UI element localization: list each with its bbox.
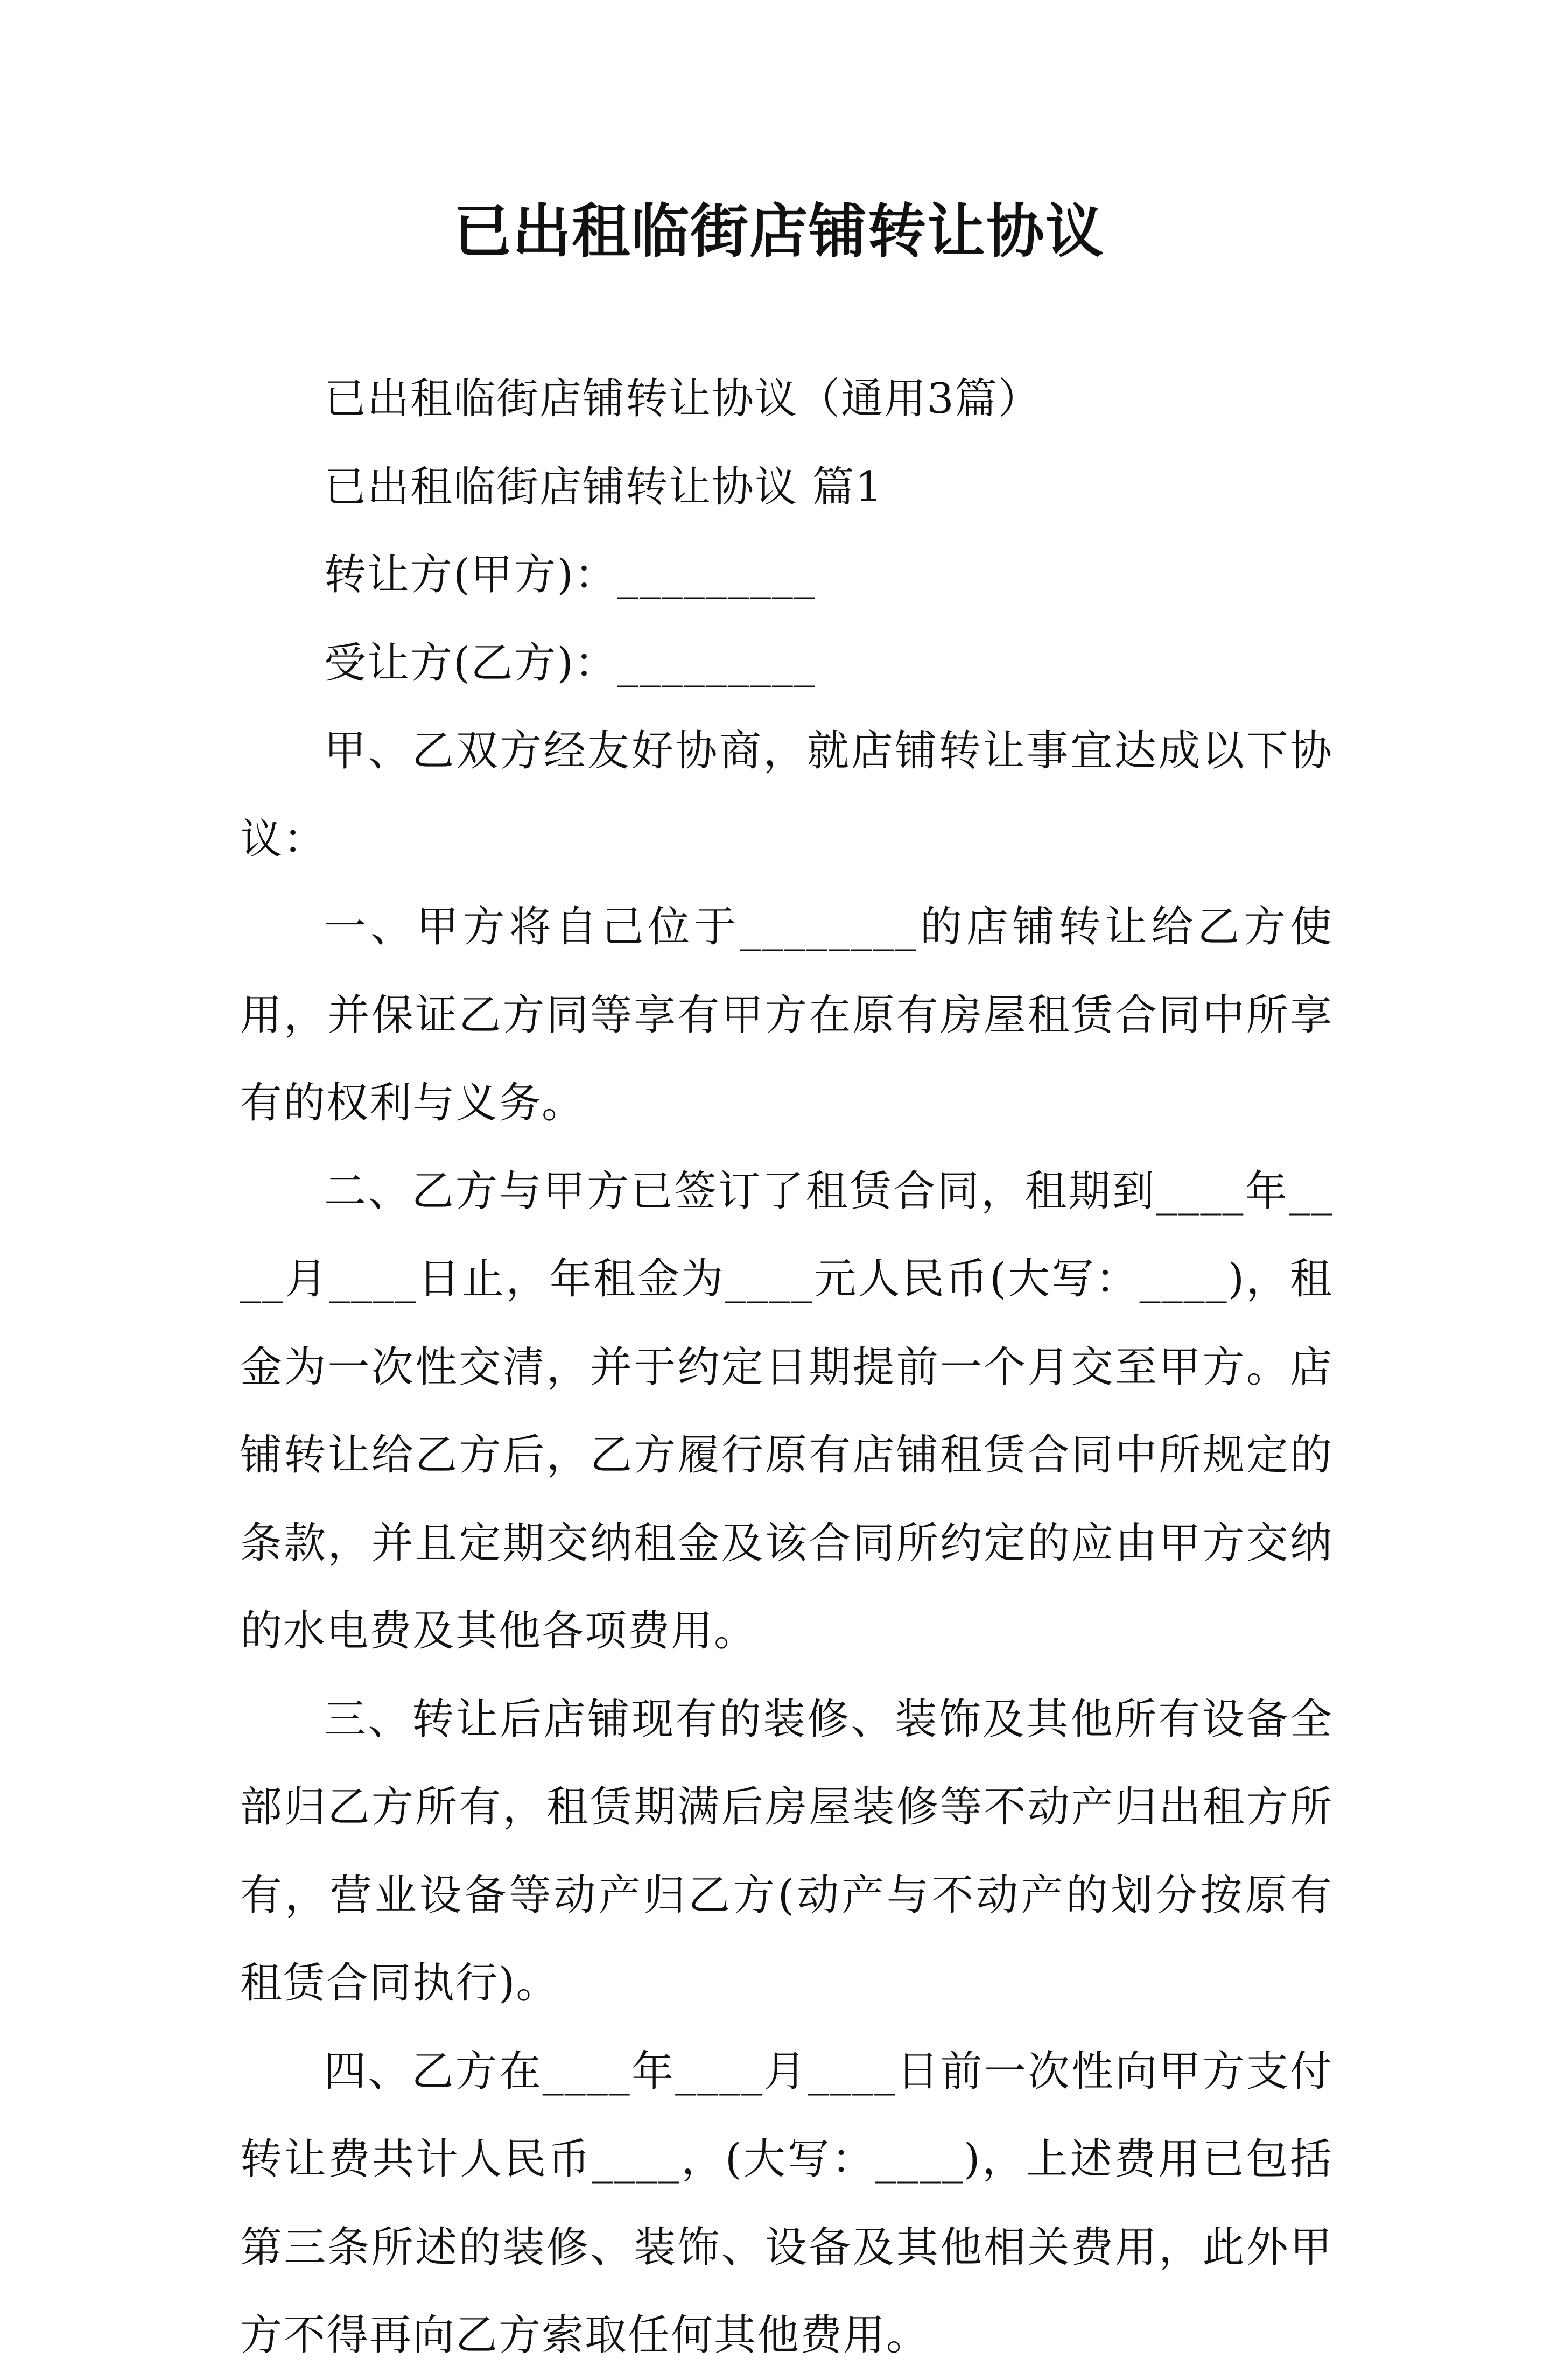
agreement-intro: 甲、乙双方经友好协商，就店铺转让事宜达成以下协议： xyxy=(240,727,1333,863)
subtitle-part-1: 已出租临街店铺转让协议 篇1 xyxy=(324,462,883,511)
transferor-line: 转让方(甲方)：_________ xyxy=(324,551,816,599)
document-body xyxy=(240,355,1333,2380)
subtitle-collection: 已出租临街店铺转让协议（通用3篇） xyxy=(324,375,1041,423)
clause-2: 二、乙方与甲方已签订了租赁合同，租期到____年____月____日止，年租金为____元人民币(大写：____)，租金为一次性交清，并于约定日期提前一个月交至甲方。店铺转让给乙方后，乙方履行原有店铺租赁合同中所规定的条款，并且定期交纳租金及该合同所约定的应由甲方交纳的水电费及其他各项费用。 xyxy=(240,1167,1333,1655)
transferee-line: 受让方(乙方)：_________ xyxy=(324,638,816,687)
clause-3: 三、转让后店铺现有的装修、装饰及其他所有设备全部归乙方所有，租赁期满后房屋装修等不动产归出租方所有，营业设备等动产归乙方(动产与不动产的划分按原有租赁合同执行)。 xyxy=(240,1695,1333,2007)
document-title: 已出租临街店铺转让协议 xyxy=(453,198,1105,265)
clause-1: 一、甲方将自己位于________的店铺转让给乙方使用，并保证乙方同等享有甲方在原有房屋租赁合同中所享有的权利与义务。 xyxy=(240,903,1333,1127)
clause-4: 四、乙方在____年____月____日前一次性向甲方支付转让费共计人民币____，(大写：____)，上述费用已包括第三条所述的装修、装饰、设备及其他相关费用，此外甲方不得再向乙方索取任何其他费用。 xyxy=(240,2047,1333,2360)
